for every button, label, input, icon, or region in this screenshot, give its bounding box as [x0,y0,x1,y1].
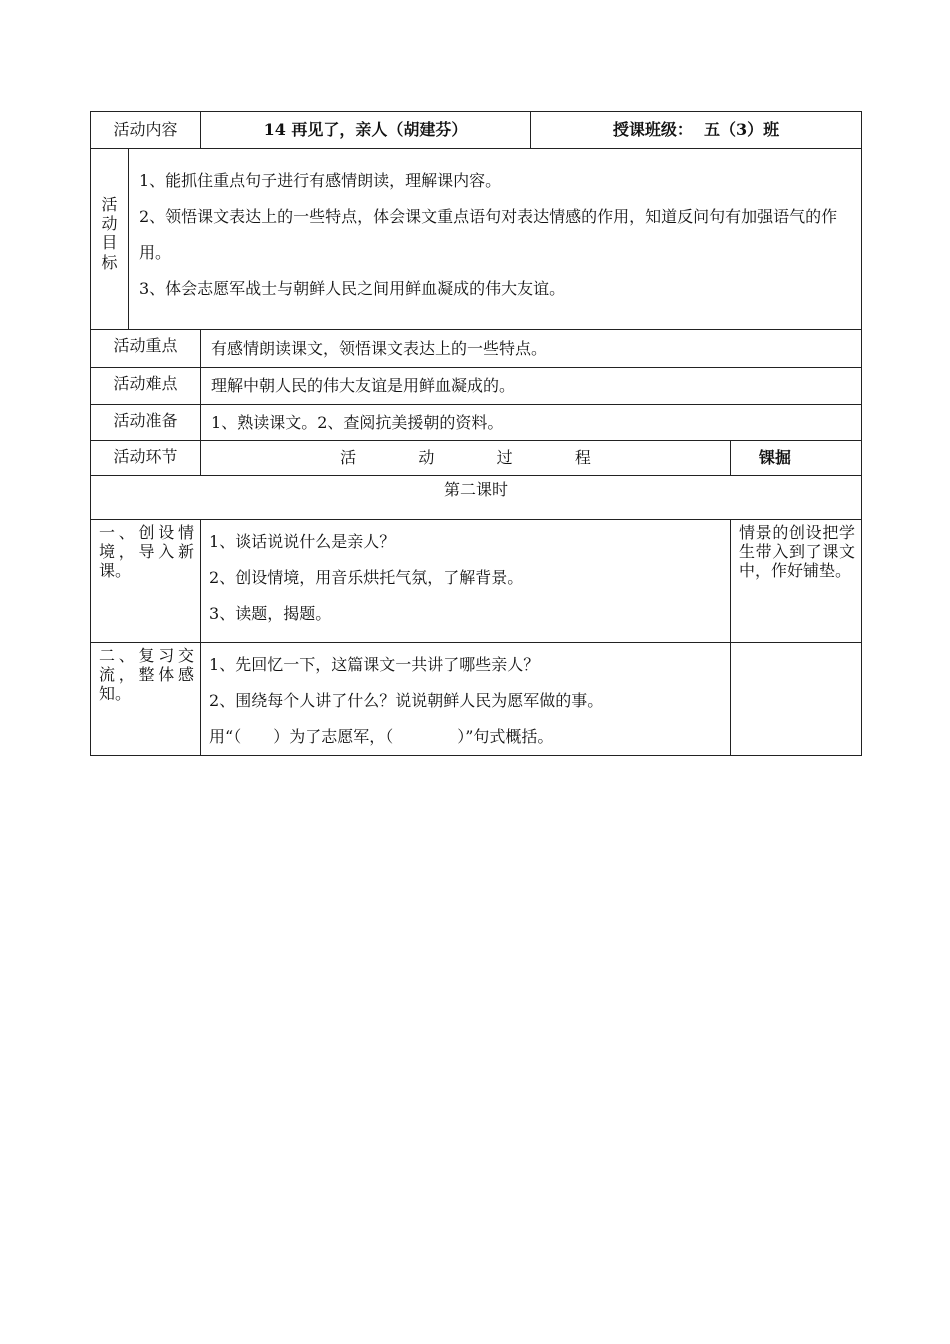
goals-label-char: 目 [101,233,118,253]
section-line: 1、先回忆一下，这篇课文一共讲了哪些亲人？ [209,655,540,674]
note-label: 锞掘 [731,441,862,476]
goal-item: 3、体会志愿军战士与朝鲜人民之间用鲜血凝成的伟大友谊。 [139,279,566,298]
section-line: 2、创设情境，用音乐烘托气氛，了解背景。 [209,568,524,587]
preparation-label: 活动准备 [91,405,201,441]
key-point-text: 有感情朗读课文，领悟课文表达上的一些特点。 [201,330,862,368]
process-label [201,441,731,476]
goal-item: 2、领悟课文表达上的一些特点，体会课文重点语句对表达情感的作用，知道反问句有加强语气的作用。 [139,207,838,262]
goals-label-char: 标 [101,252,118,272]
section-row [91,520,862,643]
process-char: 过 [496,448,513,468]
goals-label-char: 活 [101,195,118,214]
period-label: 第二课时 [91,476,862,520]
section-line: 用“（ ）为了志愿军，（ ）”句式概括。 [209,727,554,746]
section-content [201,643,731,756]
section-content [201,520,731,643]
preparation-text: 1、熟读课文。2、查阅抗美援朝的资料。 [201,405,862,441]
key-point-label: 活动重点 [91,330,201,368]
section-line: 2、围绕每个人讲了什么？说说朝鲜人民为愿军做的事。 [209,691,604,710]
difficulty-text: 理解中朝人民的伟大友谊是用鲜血凝成的。 [201,368,862,405]
preparation-row [91,405,862,441]
lesson-plan-table [90,111,862,756]
difficulty-row [91,368,862,405]
section-line: 3、读题，揭题。 [209,604,332,623]
class-label: 授课班级： [612,120,693,140]
period-row [91,476,862,520]
goals-row [91,149,862,330]
process-header-row [91,441,862,476]
process-stage-label: 活动环节 [91,441,201,476]
goals-label [91,149,129,330]
section-note: 情景的创设把学生带入到了课文中，作好铺垫。 [731,520,862,643]
difficulty-label: 活动难点 [91,368,201,405]
class-info [531,112,862,149]
lesson-title: 14 再见了，亲人（胡建芬） [201,112,531,149]
section-label: 二、复习交流，整体感知。 [91,643,201,756]
process-char: 程 [574,448,591,468]
class-value: 五（3）班 [704,120,780,140]
process-char: 活 [340,448,357,468]
key-point-row [91,330,862,368]
goal-item: 1、能抓住重点句子进行有感情朗读，理解课内容。 [139,171,502,190]
section-row [91,643,862,756]
section-label: 一、创设情境，导入新课。 [91,520,201,643]
content-label: 活动内容 [91,112,201,149]
header-row [91,112,862,149]
process-char: 动 [418,448,435,468]
section-line: 1、谈话说说什么是亲人？ [209,532,396,551]
goals-content [129,149,862,330]
section-note [731,643,862,756]
goals-label-char: 动 [101,214,118,234]
